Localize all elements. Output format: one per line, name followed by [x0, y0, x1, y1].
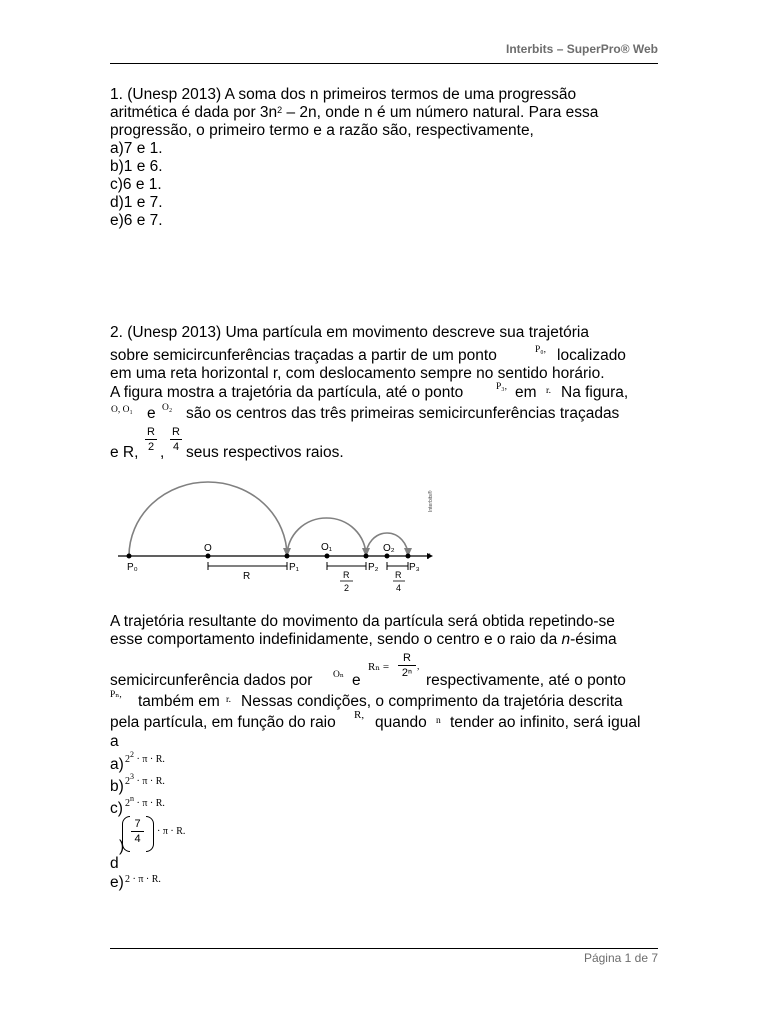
q2-option-d-paren: ) [119, 838, 125, 855]
q1-option-b: b)1 e 6. [110, 158, 163, 175]
q2-para-3b: e [352, 672, 361, 689]
q2-math-on: Oₙ [333, 670, 344, 680]
q2-para-2: esse comportamento indefinidamente, sendo o centro e o raio da n-ésima [110, 631, 617, 648]
q1-line-2: aritmética é dada por $3n^2 - 2n$, onde n é um número natural. Para essa [110, 104, 599, 121]
point-o2 [385, 554, 390, 559]
header-title: Interbits – SuperPro® Web [506, 42, 658, 56]
q2-math-o2: O₂ [162, 403, 173, 413]
dim-r4-num: R [395, 570, 402, 580]
q2-option-e: e) [110, 874, 124, 891]
q2-option-d-left-paren [122, 816, 130, 852]
q2-para-4b: Nessas condições, o comprimento da trajetória descrita [241, 693, 623, 710]
q1-option-c: c)6 e 1. [110, 176, 162, 193]
dim-r2-num: R [343, 570, 350, 580]
q2-line-6a: e R, [110, 444, 139, 461]
q2-line-1: 2. (Unesp 2013) Uma partícula em movimento descreve sua trajetória [110, 324, 589, 341]
q2-para-3a: semicircunferência dados por [110, 672, 313, 689]
q2-line-2b: localizado [557, 347, 626, 364]
point-p3 [406, 554, 411, 559]
q2-option-a: a) [110, 756, 124, 773]
q2-math-p3: P₃, [496, 382, 507, 392]
q1-line-1: 1. (Unesp 2013) A soma dos n primeiros termos de uma progressão [110, 86, 577, 103]
q2-option-d-frac: 7 4 [131, 818, 144, 845]
q2-line-4b: em [515, 384, 537, 401]
q2-math-r3: R, [354, 709, 365, 721]
dim-r2-den: 2 [344, 583, 350, 593]
q2-option-c-expr: $2^n \cdot \pi \cdot R$. [125, 794, 165, 809]
point-p1 [285, 554, 290, 559]
q2-option-e-expr: 2 · π · R. [125, 874, 161, 885]
label-r: r [427, 551, 431, 562]
q2-frac-r-over-2n: R 2ⁿ [398, 652, 416, 679]
figure-watermark: Interbits® [428, 490, 434, 512]
q2-line-6b: , [160, 444, 165, 461]
point-p2 [364, 554, 369, 559]
q2-line-5a: e [147, 405, 156, 422]
q2-option-d-letter: d [110, 855, 119, 872]
q2-option-d-expr: · π · R. [157, 826, 186, 837]
q2-para-6: a [110, 733, 119, 750]
q2-line-4c: Na figura, [561, 384, 629, 401]
trajectory-figure [110, 470, 440, 600]
q2-option-a-expr: $2^2 \cdot \pi \cdot R$. [125, 750, 165, 765]
label-p2: P₂ [368, 562, 379, 573]
point-o [206, 554, 211, 559]
q2-math-r: r. [546, 386, 552, 396]
q2-frac-r-over-4: R 4 [170, 426, 182, 453]
q2-line-3: em uma reta horizontal r, com deslocamento sempre no sentido horário. [110, 365, 605, 382]
q2-math-p0: P₀, [535, 345, 546, 355]
q2-para-5b: quando [375, 714, 427, 731]
footer-page: Página 1 de 7 [583, 951, 658, 965]
q1-option-d: d)1 e 7. [110, 194, 163, 211]
q2-option-d-right-paren [146, 816, 154, 852]
dim-r-label: R [243, 571, 251, 582]
point-p0 [127, 554, 132, 559]
q2-line-5b: são os centros das três primeiras semicircunferências traçadas [186, 405, 620, 422]
q2-option-c: c) [110, 800, 123, 817]
q2-line-4a: A figura mostra a trajetória da partícula, até o ponto [110, 384, 464, 401]
label-p1: P₁ [289, 562, 300, 573]
q2-math-rn: Rₙ = [368, 661, 390, 673]
q2-line-2a: sobre semicircunferências traçadas a partir de um ponto [110, 347, 497, 364]
footer-rule [110, 948, 658, 949]
q1-option-e: e)6 e 7. [110, 212, 163, 229]
q2-math-r2: r. [226, 695, 232, 705]
q2-frac-r-over-2: R 2 [145, 426, 157, 453]
q2-math-n: n [436, 716, 441, 726]
label-p0: P₀ [127, 562, 138, 573]
q2-option-b: b) [110, 778, 124, 795]
q2-line-6c: seus respectivos raios. [186, 444, 344, 461]
label-o2: O₂ [383, 543, 395, 554]
q2-option-b-expr: $2^3 \cdot \pi \cdot R$. [125, 772, 165, 787]
header-rule [110, 63, 658, 64]
q2-para-5c: tender ao infinito, será igual [450, 714, 641, 731]
label-o1: O₁ [321, 542, 333, 553]
label-p3: P₃ [409, 562, 420, 573]
dim-r4-den: 4 [396, 583, 402, 593]
q2-frac-tail: , [417, 662, 420, 672]
q2-para-3c: respectivamente, até o ponto [426, 672, 626, 689]
q1-option-a: a)7 e 1. [110, 140, 163, 157]
q2-math-o-o1: O, O₁ [111, 405, 133, 415]
q1-line-3: progressão, o primeiro termo e a razão são, respectivamente, [110, 122, 534, 139]
q2-para-1: A trajetória resultante do movimento da partícula será obtida repetindo-se [110, 613, 615, 630]
point-o1 [325, 554, 330, 559]
label-o: O [204, 543, 212, 554]
q2-para-4a: também em [138, 693, 220, 710]
q2-para-5a: pela partícula, em função do raio [110, 714, 336, 731]
q2-math-pn: Pₙ, [110, 690, 122, 700]
